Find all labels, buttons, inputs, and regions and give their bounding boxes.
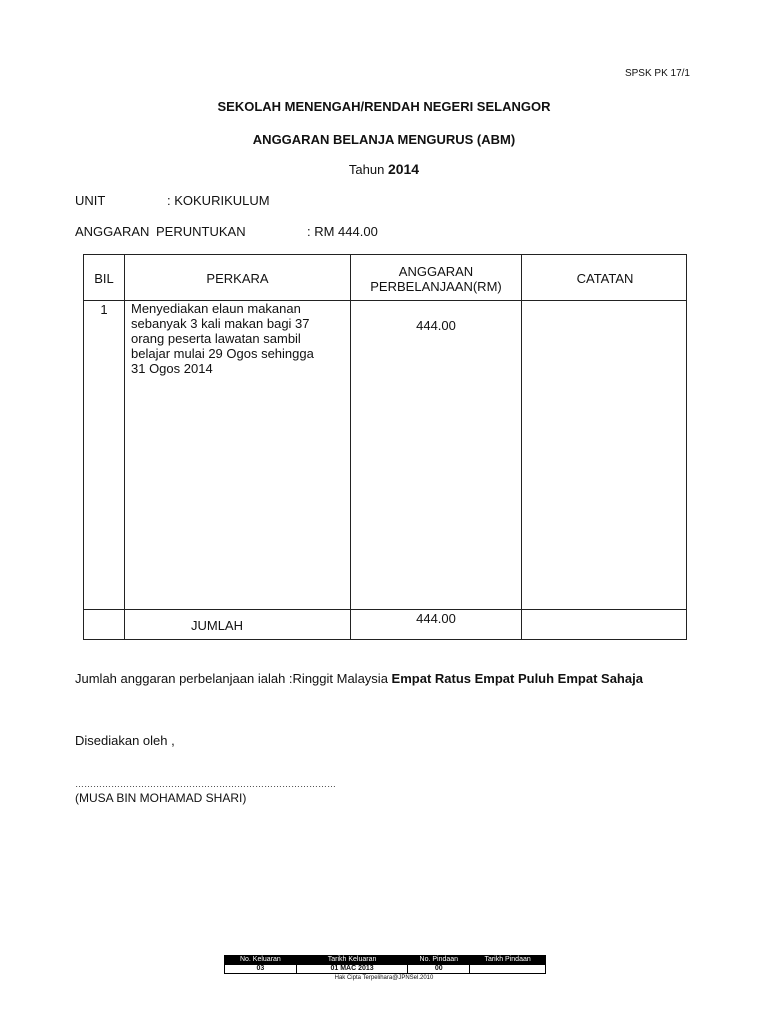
amount-in-words — [75, 671, 675, 686]
row-bil: 1 — [100, 302, 108, 317]
perkara-line: belajar mulai 29 Ogos sehingga — [131, 346, 314, 361]
header-anggaran-line1: ANGGARAN — [398, 264, 474, 279]
table-divider — [124, 255, 125, 639]
table-divider — [84, 609, 686, 610]
summary-prefix: Jumlah anggaran perbelanjaan ialah :Ringgit Malaysia — [75, 671, 392, 686]
unit-value: : KOKURIKULUM — [167, 193, 270, 208]
header-bil: BIL — [94, 271, 114, 286]
form-title: ANGGARAN BELANJA MENGURUS (ABM) — [252, 132, 516, 147]
year-value: 2014 — [387, 161, 420, 177]
perkara-line: sebanyak 3 kali makan bagi 37 — [131, 316, 310, 331]
summary-words: Empat Ratus Empat Puluh Empat Sahaja — [391, 671, 643, 686]
control-value: 01 MAC 2013 — [296, 965, 408, 974]
row-amount: 444.00 — [416, 318, 456, 333]
prepared-by-label: Disediakan oleh , — [75, 733, 175, 748]
control-value — [470, 965, 546, 974]
total-amount: 444.00 — [416, 611, 456, 626]
control-header: Tarikh Pindaan — [470, 956, 546, 965]
total-label: JUMLAH — [190, 618, 243, 633]
allocation-value: : RM 444.00 — [307, 224, 378, 239]
header-perkara: PERKARA — [206, 271, 269, 286]
control-value: 03 — [225, 965, 297, 974]
header-anggaran-line2: PERBELANJAAN(RM) — [370, 279, 502, 294]
header-anggaran — [351, 264, 521, 294]
copyright-notice: Hak Cipta Terpelihara@JPNSel.2010 — [334, 975, 434, 981]
table-divider — [350, 255, 351, 639]
header-catatan: CATATAN — [576, 271, 634, 286]
perkara-line: 31 Ogos 2014 — [131, 361, 213, 376]
school-title: SEKOLAH MENENGAH/RENDAH NEGERI SELANGOR — [217, 99, 551, 114]
year-label: Tahun — [348, 162, 385, 177]
control-value: 00 — [408, 965, 470, 974]
document-control-table — [224, 955, 546, 974]
perkara-line: orang peserta lawatan sambil — [131, 331, 301, 346]
preparer-name: (MUSA BIN MOHAMAD SHARI) — [75, 791, 247, 805]
control-header: Tarikh Keluaran — [296, 956, 408, 965]
row-perkara — [131, 301, 346, 376]
signature-line: …………………………………………………………………………… — [75, 779, 336, 789]
year-line — [0, 161, 768, 177]
document-code: SPSK PK 17/1 — [624, 68, 690, 79]
allocation-label: ANGGARAN PERUNTUKAN — [75, 224, 246, 239]
unit-label: UNIT — [75, 193, 106, 208]
perkara-line: Menyediakan elaun makanan — [131, 301, 301, 316]
control-header: No. Pindaan — [408, 956, 470, 965]
control-header: No. Keluaran — [225, 956, 297, 965]
budget-table — [83, 254, 687, 640]
table-divider — [521, 255, 522, 639]
